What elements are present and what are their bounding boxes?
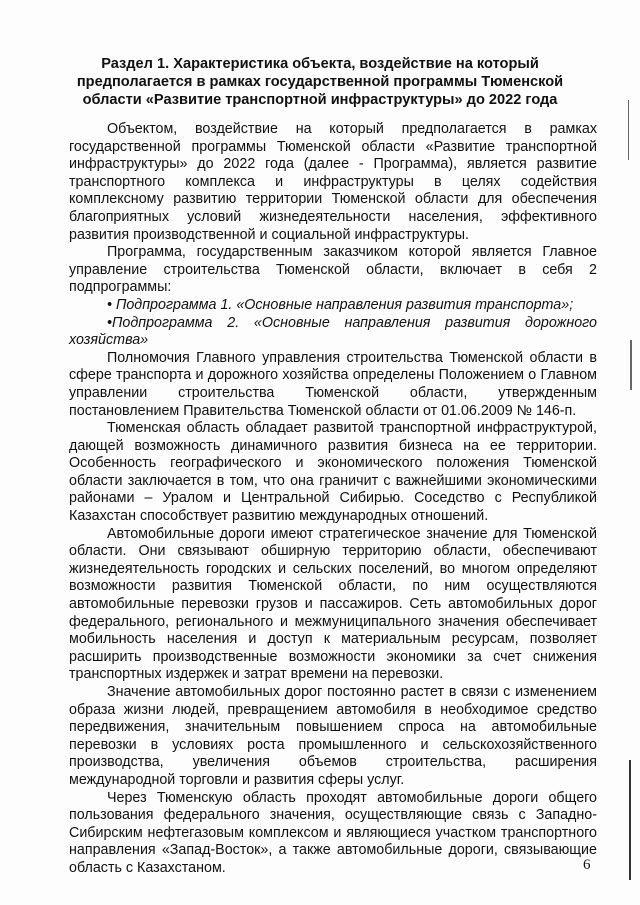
section-heading [70,55,570,109]
subprogram-2-item: •Подпрограмма 2. «Основные направления развития дорожного хозяйства» [69,314,597,349]
scan-mark [629,760,631,880]
scan-mark [628,100,629,160]
page-number: 6 [583,857,591,873]
paragraph-roads: Автомобильные дороги имеют стратегическое значение для Тюменской области. Они связывают обширную территорию области, обеспечивают жизнедеятельность городских и сельских поселений, во многом определяют возможности развития Тюменской области, по ним осуществляются автомобильные перевозки грузов и пассажиров. Сеть автомобильных дорог федерального, регионального и межмуниципального значения обеспечивает мобильность населения и доступ к материальным ресурсам, позволяет расширить производственные возможности экономики за счет снижения транспортных издержек и затрат времени на перевозки. [69,525,597,683]
paragraph-road-importance: Значение автомобильных дорог постоянно растет в связи с изменением образа жизни людей, превращением автомобиля в необходимое средство передвижения, значительным повышением спроса на автомобильные перевозки в условиях роста промышленного и сельскохозяйственного производства, увеличения объемов строительства, расширения международной торговли и развития сферы услуг. [69,684,597,788]
heading-line-3: области «Развитие транспортной инфраструктуры» до 2022 года [82,92,558,108]
scan-mark [630,340,632,390]
paragraph-infrastructure: Тюменская область обладает развитой транспортной инфраструктурой, дающей возможность динамичного развития бизнеса на ее территории. Особенность географического и экономического положения Тюменской области заключается в том, что она граничит с важнейшими экономическими районами – Уралом и Центральной Сибирью. Соседство с Республикой Казахстан способствует развитию международных отношений. [69,420,597,525]
paragraph-object: Объектом, воздействие на который предполагается в рамках государственной программы Тюменской области «Развитие транспортной инфраструктуры» до 2022 года (далее - Программа), является развитие транспортного комплекса и инфраструктуры в целях содействия комплексному развитию территории Тюменской области для обеспечения благоприятных условий жизнедеятельности населения, эффективного развития производственной и социальной инфраструктуры. [69,121,597,243]
heading-line-1: Раздел 1. Характеристика объекта, воздействие на который [101,56,539,72]
paragraph-authority: Полномочия Главного управления строительства Тюменской области в сфере транспорта и дорожного хозяйства определены Положением о Главном управлении строительства Тюменской области, утвержденным постановлением Правительства Тюменской области от 01.06.2009 № 146-п. [69,349,597,419]
heading-line-2: предполагается в рамках государственной программы Тюменской [76,74,564,90]
subprogram-1-item: • Подпрограмма 1. «Основные направления развития транспорта»; [107,296,574,313]
paragraph-program: Программа, государственным заказчиком которой является Главное управление строительства Тюменской области, включает в себя 2 подпрограммы: [69,244,597,296]
document-body [69,121,597,878]
paragraph-federal-roads: Через Тюменскую область проходят автомобильные дороги общего пользования федерального значения, осуществляющие связь с Западно-Сибирским нефтегазовым комплексом и являющиеся участком транспортного направления «Запад-Восток», а также автомобильные дороги, связывающие область с Казахстаном. [69,789,597,876]
